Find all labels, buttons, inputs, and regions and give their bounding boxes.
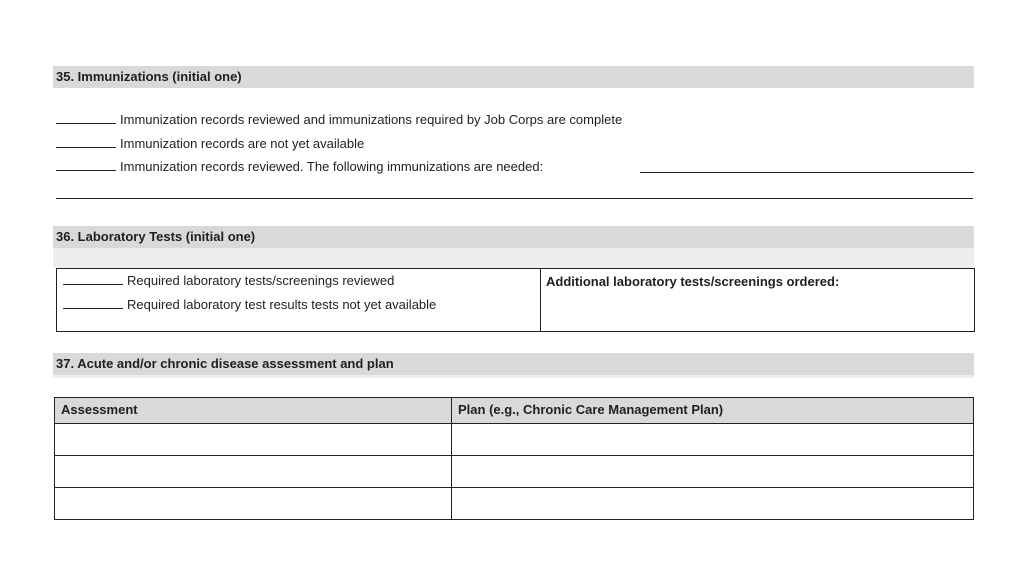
immunization-option-complete[interactable] bbox=[56, 111, 622, 129]
plan-cell[interactable] bbox=[452, 424, 973, 455]
immunization-option-needed[interactable] bbox=[56, 158, 543, 176]
section-36-spacer bbox=[53, 248, 974, 268]
assessment-column-header: Assessment bbox=[61, 402, 138, 417]
checkmark-blank[interactable] bbox=[63, 296, 123, 309]
assessment-cell[interactable] bbox=[55, 488, 451, 519]
checkmark-blank[interactable] bbox=[56, 158, 116, 171]
plan-column-header: Plan (e.g., Chronic Care Management Plan) bbox=[458, 402, 724, 417]
immunization-option-not-available[interactable] bbox=[56, 135, 364, 153]
option-label: Required laboratory tests/screenings reviewed bbox=[127, 273, 395, 288]
lab-option-not-available[interactable] bbox=[63, 296, 436, 314]
checkmark-blank[interactable] bbox=[56, 135, 116, 148]
section-37-spacer bbox=[53, 375, 974, 378]
option-label: Required laboratory test results tests not yet available bbox=[127, 297, 437, 312]
section-37-header: 37. Acute and/or chronic disease assessment and plan bbox=[53, 353, 974, 375]
needed-immunizations-field[interactable] bbox=[640, 160, 974, 173]
assessment-cell[interactable] bbox=[55, 456, 451, 487]
plan-cell[interactable] bbox=[452, 456, 973, 487]
section-36-header: 36. Laboratory Tests (initial one) bbox=[53, 226, 974, 248]
lab-option-reviewed[interactable] bbox=[63, 272, 394, 290]
lab-tests-divider bbox=[540, 268, 541, 332]
assessment-cell[interactable] bbox=[55, 424, 451, 455]
option-label: Immunization records reviewed and immunizations required by Job Corps are complete bbox=[120, 112, 623, 127]
additional-lab-tests-label: Additional laboratory tests/screenings ordered: bbox=[546, 274, 840, 289]
option-label: Immunization records reviewed. The following immunizations are needed: bbox=[120, 159, 544, 174]
checkmark-blank[interactable] bbox=[56, 111, 116, 124]
section-35-header: 35. Immunizations (initial one) bbox=[53, 66, 974, 88]
plan-cell[interactable] bbox=[452, 488, 973, 519]
checkmark-blank[interactable] bbox=[63, 272, 123, 285]
option-label: Immunization records are not yet available bbox=[120, 136, 365, 151]
needed-immunizations-field-continued[interactable] bbox=[56, 186, 973, 199]
